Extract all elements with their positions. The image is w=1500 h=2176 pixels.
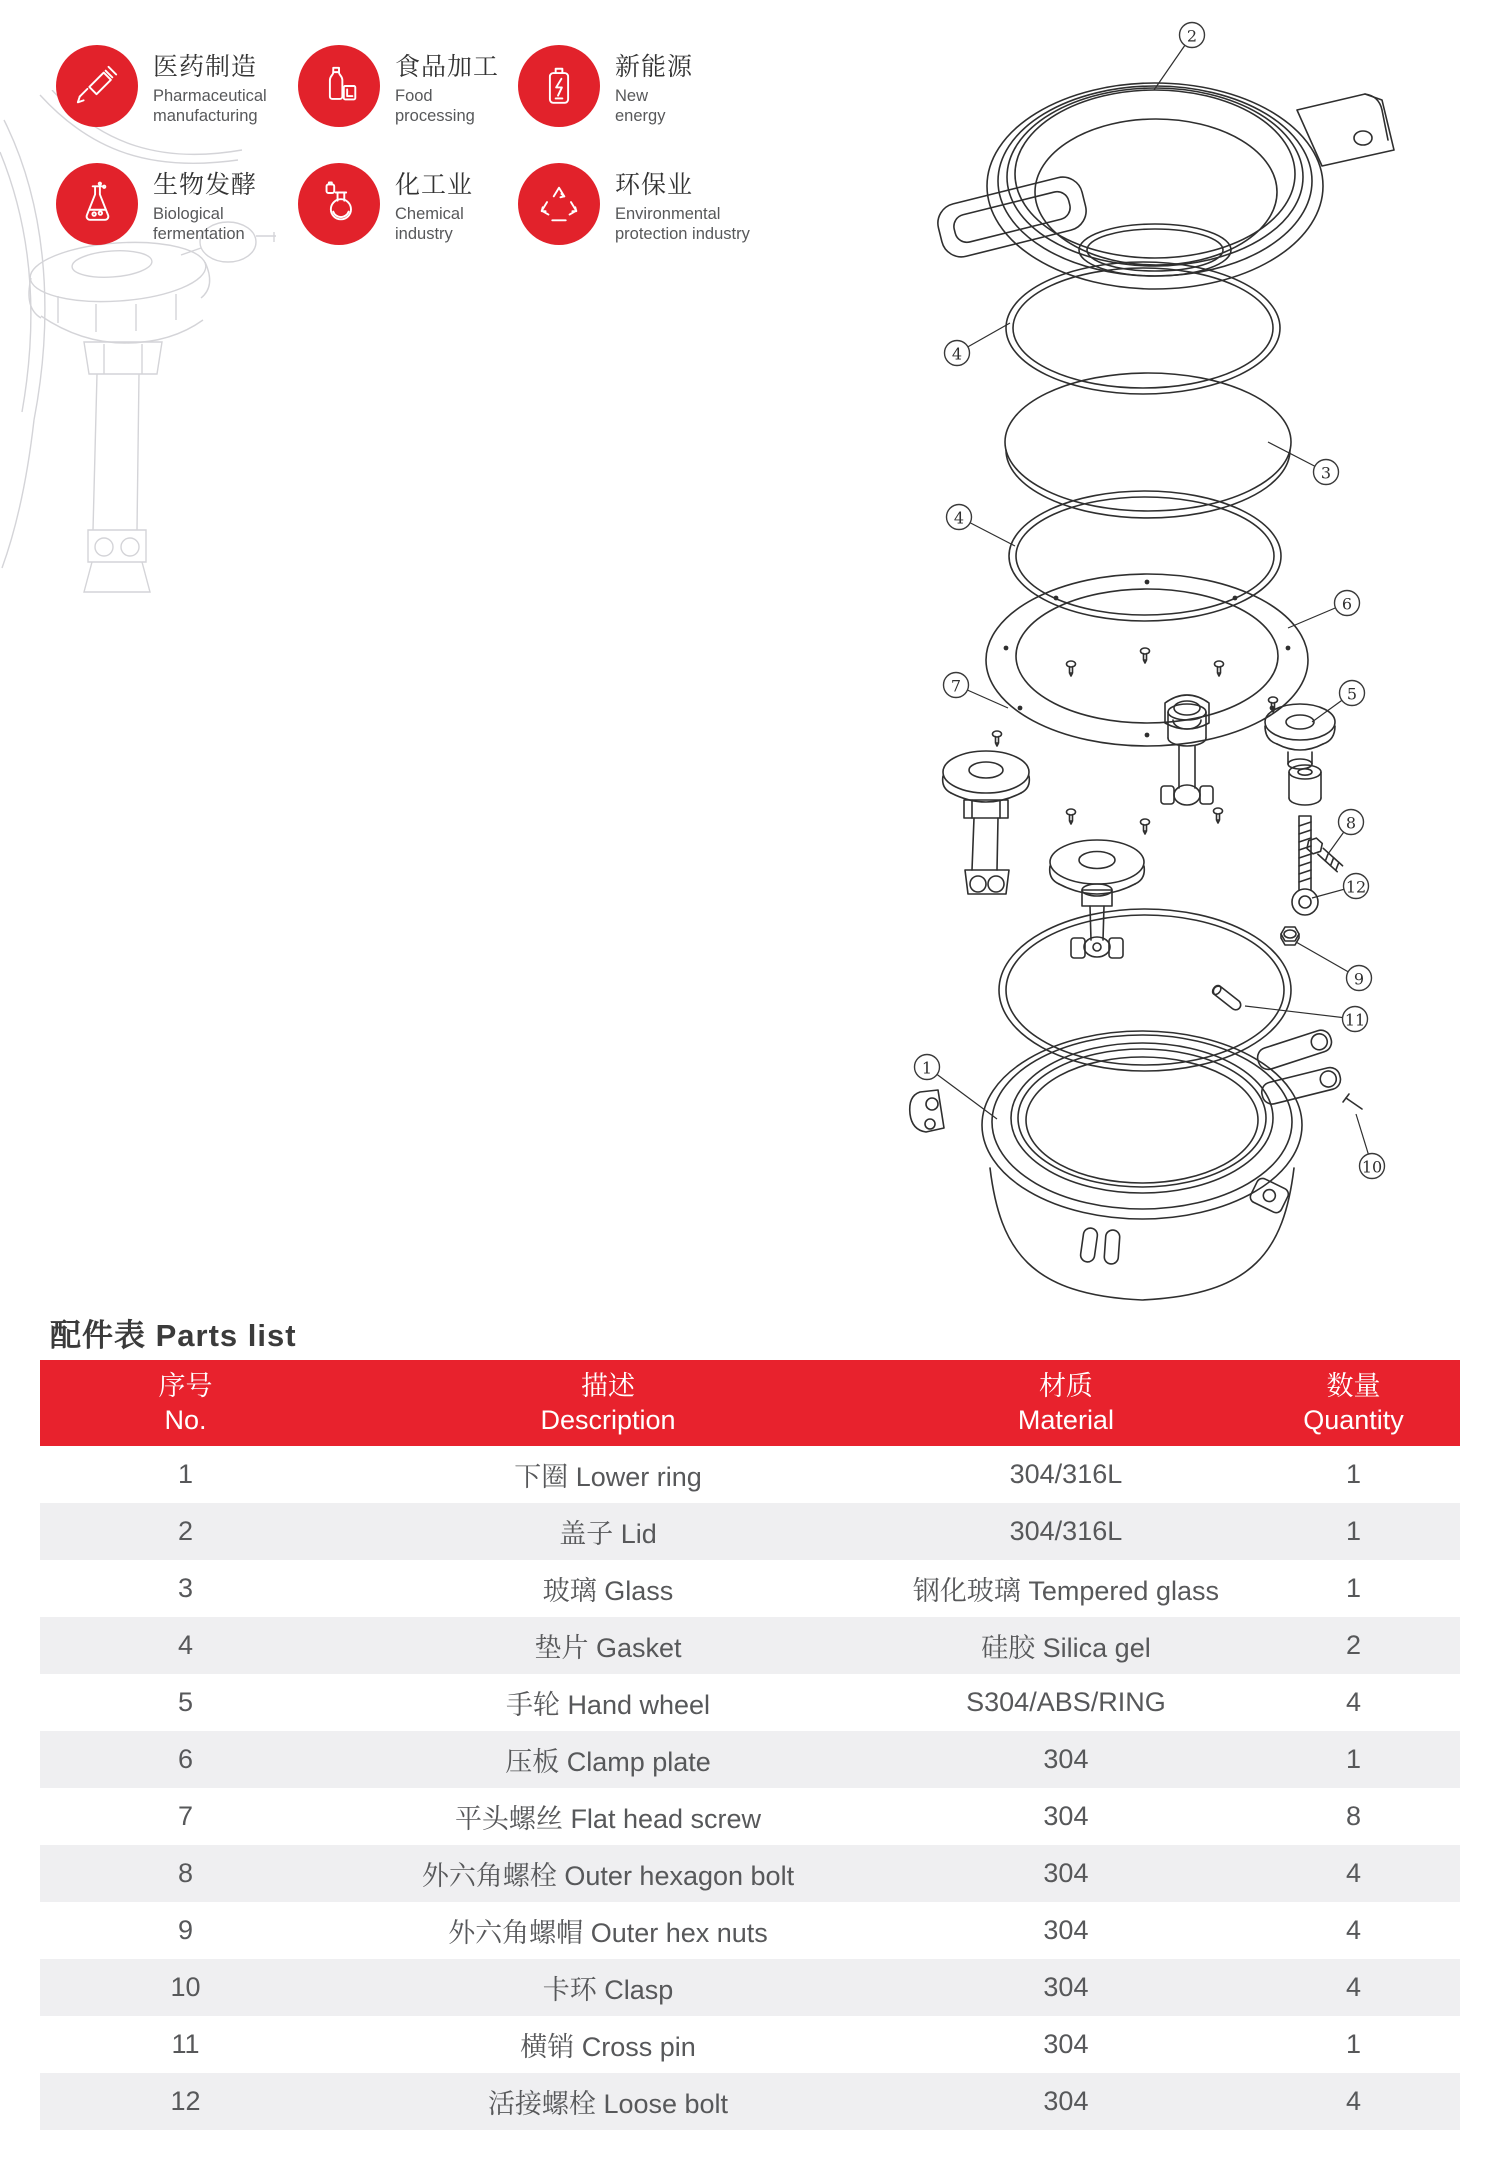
industry-label-zh: 环保业 <box>615 171 694 199</box>
cross-pin-part <box>1211 984 1243 1012</box>
parts-table-header <box>40 1360 1460 1446</box>
industry-item-food <box>298 45 499 127</box>
svg-text:10: 10 <box>1361 1157 1383 1177</box>
cell-material: 304 <box>1043 1858 1089 1888</box>
cell-no: 8 <box>178 1858 194 1888</box>
table-row <box>40 2073 1460 2130</box>
bushing-part <box>1289 765 1321 805</box>
lid-part <box>934 83 1394 289</box>
cell-no: 2 <box>178 1516 194 1546</box>
flat-head-screws <box>993 648 1278 834</box>
table-row <box>40 2016 1460 2073</box>
cell-material: 钢化玻璃 Tempered glass <box>912 1576 1219 1606</box>
syringe-icon <box>74 63 120 109</box>
cell-qty: 1 <box>1345 1516 1361 1546</box>
cell-qty: 1 <box>1345 1459 1361 1489</box>
header-col-quantity: 数量 Quantity <box>1303 1371 1404 1435</box>
cell-desc: 玻璃 Glass <box>542 1576 674 1606</box>
cell-qty: 4 <box>1345 2086 1361 2116</box>
food-bubble <box>298 45 380 127</box>
cell-qty: 8 <box>1345 1801 1361 1831</box>
cell-no: 11 <box>171 2029 200 2059</box>
industry-label-en: Pharmaceutical manufacturing <box>153 87 267 125</box>
cell-no: 4 <box>178 1630 194 1660</box>
svg-text:7: 7 <box>950 676 962 696</box>
exploded-diagram <box>860 0 1480 1340</box>
industry-label-zh: 生物发酵 <box>153 171 258 199</box>
svg-text:6: 6 <box>1341 594 1353 614</box>
industry-item-energy <box>518 45 693 127</box>
cell-qty: 4 <box>1345 1915 1361 1945</box>
cell-desc: 外六角螺栓 Outer hexagon bolt <box>421 1861 795 1891</box>
cell-qty: 1 <box>1345 2029 1361 2059</box>
cell-desc: 手轮 Hand wheel <box>505 1690 711 1720</box>
industry-label-en: Environmental protection industry <box>615 205 750 243</box>
lower-ring-part <box>910 1028 1343 1300</box>
cell-no: 1 <box>178 1459 194 1489</box>
cell-no: 6 <box>178 1744 194 1774</box>
table-row <box>40 1503 1460 1560</box>
cell-no: 5 <box>178 1687 194 1717</box>
header-col-description: 描述 Description <box>540 1371 676 1435</box>
industry-label-zh: 食品加工 <box>395 53 500 81</box>
industry-label-zh: 医药制造 <box>153 53 258 81</box>
table-row <box>40 1788 1460 1845</box>
industry-item-biofermentation <box>56 163 257 245</box>
cell-material: 304 <box>1043 1972 1089 2002</box>
parts-list-title-zh: 配件表 <box>50 1318 146 1353</box>
pharma-bubble <box>56 45 138 127</box>
cell-no: 3 <box>178 1573 194 1603</box>
battery-icon <box>536 63 582 109</box>
bio-bubble <box>56 163 138 245</box>
cell-desc: 压板 Clamp plate <box>505 1747 711 1777</box>
cell-material: 硅胶 Silica gel <box>981 1633 1151 1663</box>
svg-text:4: 4 <box>951 344 963 364</box>
table-row <box>40 1731 1460 1788</box>
cell-desc: 活接螺栓 Loose bolt <box>487 2089 729 2119</box>
cell-qty: 4 <box>1345 1687 1361 1717</box>
gasket-upper-part <box>1006 262 1280 394</box>
industry-label-en: Food processing <box>395 87 475 125</box>
center-bolt-part <box>1161 704 1213 805</box>
header-col-no: 序号 No. <box>158 1371 213 1435</box>
cell-desc: 垫片 Gasket <box>534 1633 682 1663</box>
parts-table-body <box>40 1446 1460 2130</box>
cell-material: 304 <box>1043 1744 1089 1774</box>
hand-wheel-left-part <box>943 751 1030 894</box>
cell-material: S304/ABS/RING <box>966 1687 1166 1717</box>
chemical-flask-icon <box>316 181 362 227</box>
cell-material: 304 <box>1043 1915 1089 1945</box>
table-row <box>40 1560 1460 1617</box>
svg-text:9: 9 <box>1353 969 1365 989</box>
cell-no: 9 <box>178 1915 194 1945</box>
parts-table <box>40 1360 1460 2130</box>
header-col-material: 材质 Material <box>1017 1371 1114 1435</box>
cell-desc: 横销 Cross pin <box>520 2032 696 2062</box>
svg-text:11: 11 <box>1344 1010 1366 1030</box>
cell-desc: 平头螺丝 Flat head screw <box>454 1804 762 1834</box>
parts-list-title-en: Parts list <box>155 1318 297 1353</box>
cell-qty: 1 <box>1345 1744 1361 1774</box>
industry-item-chemical <box>298 163 473 245</box>
cell-material: 304 <box>1043 1801 1089 1831</box>
cell-material: 304/316L <box>1009 1516 1123 1546</box>
glass-ring-part <box>999 909 1291 1071</box>
industry-label-en: New energy <box>615 87 666 125</box>
industry-label-en: Biological fermentation <box>153 205 245 243</box>
bottle-icon <box>316 63 362 109</box>
table-row <box>40 1617 1460 1674</box>
svg-text:4: 4 <box>953 508 965 528</box>
svg-text:12: 12 <box>1345 877 1367 897</box>
table-row <box>40 1959 1460 2016</box>
svg-text:3: 3 <box>1320 463 1332 483</box>
cell-material: 304 <box>1043 2086 1089 2116</box>
cell-no: 12 <box>170 2086 201 2116</box>
cell-desc: 卡环 Clasp <box>542 1975 674 2005</box>
industry-item-pharma <box>56 45 267 127</box>
svg-text:1: 1 <box>921 1058 933 1078</box>
parts-list-title <box>50 1310 297 1355</box>
cell-no: 10 <box>170 1972 201 2002</box>
industry-label-zh: 新能源 <box>615 53 694 81</box>
loose-bolt-part <box>1292 816 1318 915</box>
environmental-bubble <box>518 163 600 245</box>
cell-no: 7 <box>178 1801 194 1831</box>
chemical-bubble <box>298 163 380 245</box>
fermentation-flask-icon <box>74 181 120 227</box>
recycle-icon <box>536 181 582 227</box>
cell-desc: 盖子 Lid <box>559 1519 657 1549</box>
hand-wheel-center-part <box>1050 840 1145 958</box>
clasp-pin-part <box>1343 1094 1362 1109</box>
cell-qty: 1 <box>1345 1573 1361 1603</box>
industry-label-zh: 化工业 <box>395 171 474 199</box>
industry-item-environmental <box>518 163 750 245</box>
table-row <box>40 1446 1460 1503</box>
table-row <box>40 1674 1460 1731</box>
cell-qty: 4 <box>1345 1858 1361 1888</box>
hand-wheel-right-part <box>1265 704 1335 769</box>
svg-text:8: 8 <box>1345 813 1357 833</box>
svg-text:2: 2 <box>1186 26 1198 46</box>
cell-material: 304 <box>1043 2029 1089 2059</box>
cell-qty: 4 <box>1345 1972 1361 2002</box>
energy-bubble <box>518 45 600 127</box>
cell-desc: 下圈 Lower ring <box>514 1462 702 1492</box>
table-row <box>40 1902 1460 1959</box>
industry-label-en: Chemical industry <box>395 205 464 243</box>
table-row <box>40 1845 1460 1902</box>
cell-qty: 2 <box>1345 1630 1361 1660</box>
cell-desc: 外六角螺帽 Outer hex nuts <box>448 1918 768 1948</box>
cell-material: 304/316L <box>1009 1459 1123 1489</box>
svg-text:5: 5 <box>1346 684 1358 704</box>
